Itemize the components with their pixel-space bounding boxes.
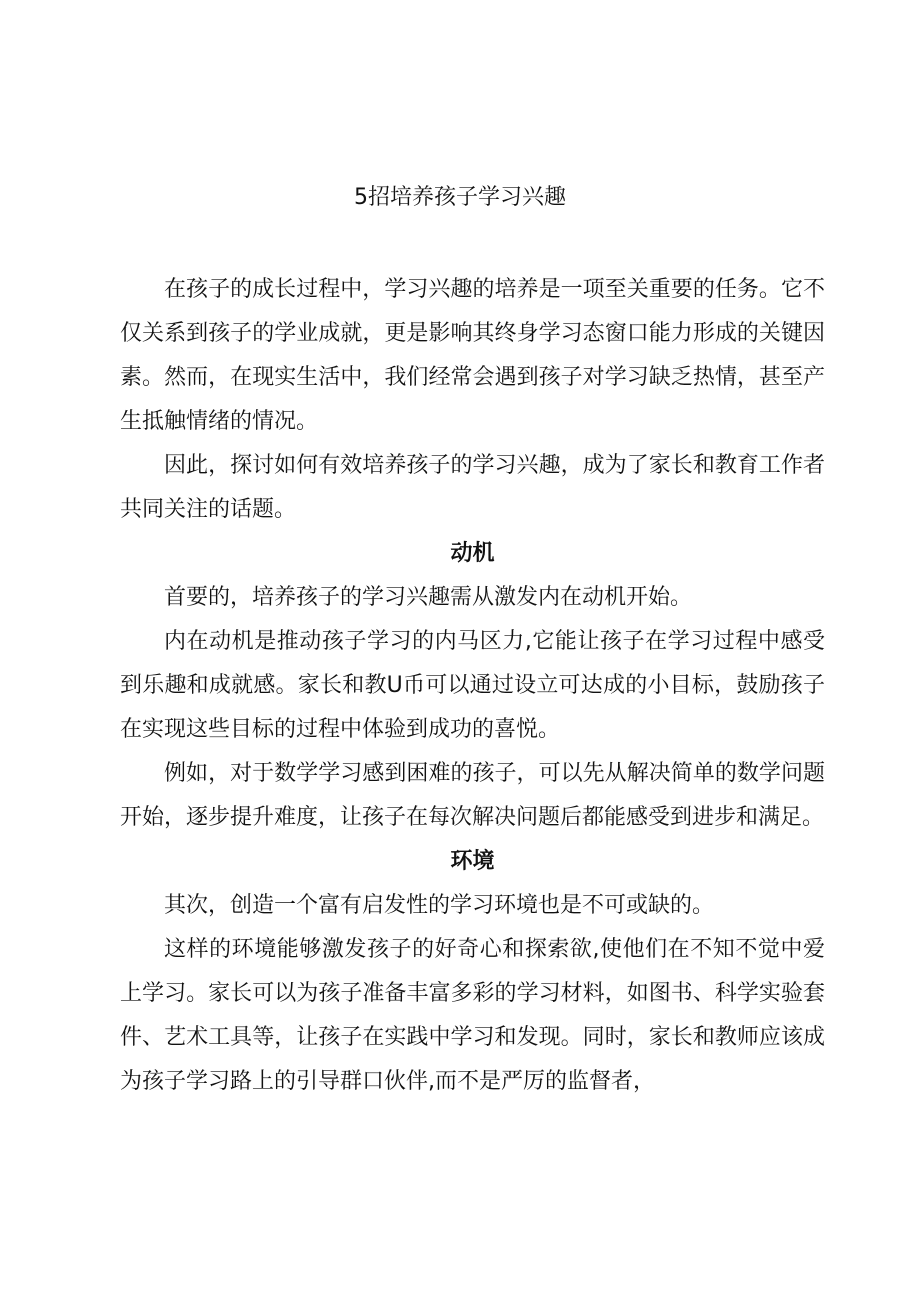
section-heading-environment: 环境 — [450, 849, 495, 874]
intro-paragraph-2: 因此，探讨如何有效培养孩子的学习兴趣，成为了家长和教育工作者共同关注的话题。 — [120, 453, 825, 522]
motivation-paragraph-1: 首要的，培养孩子的学习兴趣需从激发内在动机开始。 — [164, 585, 693, 610]
environment-paragraph-1: 其次，创造一个富有启发性的学习环境也是不可或缺的。 — [164, 893, 715, 918]
motivation-paragraph-3: 例如，对于数学学习感到困难的孩子，可以先从解决简单的数学问题开始，逐步提升难度，让孩子在每次解决问题后都能感受到进步和满足。 — [120, 761, 825, 830]
motivation-paragraph-2: 内在动机是推动孩子学习的内马区力,它能让孩子在学习过程中感受到乐趣和成就感。家长和教U币可以通过设立可达成的小目标，鼓励孩子在实现这些目标的过程中体验到成功的喜悦。 — [120, 629, 825, 742]
environment-paragraph-2: 这样的环境能够激发孩子的好奇心和探索欲,使他们在不知不觉中爱上学习。家长可以为孩子准备丰富多彩的学习材料，如图书、科学实验套件、艺术工具等，让孩子在实践中学习和发现。同时，家长和教师应该成为孩子学习路上的引导群口伙伴,而不是严厉的监督者， — [120, 937, 825, 1094]
document-title: 5招培养孩子学习兴趣 — [354, 185, 566, 210]
intro-paragraph-1: 在孩子的成长过程中，学习兴趣的培养是一项至关重要的任务。它不仅关系到孩子的学业成就，更是影响其终身学习态窗口能力形成的关键因素。然而，在现实生活中，我们经常会遇到孩子对学习缺乏热情，甚至产生抵触情绪的情况。 — [120, 277, 825, 434]
section-heading-motivation: 动机 — [450, 541, 495, 566]
document-body — [120, 268, 825, 1104]
